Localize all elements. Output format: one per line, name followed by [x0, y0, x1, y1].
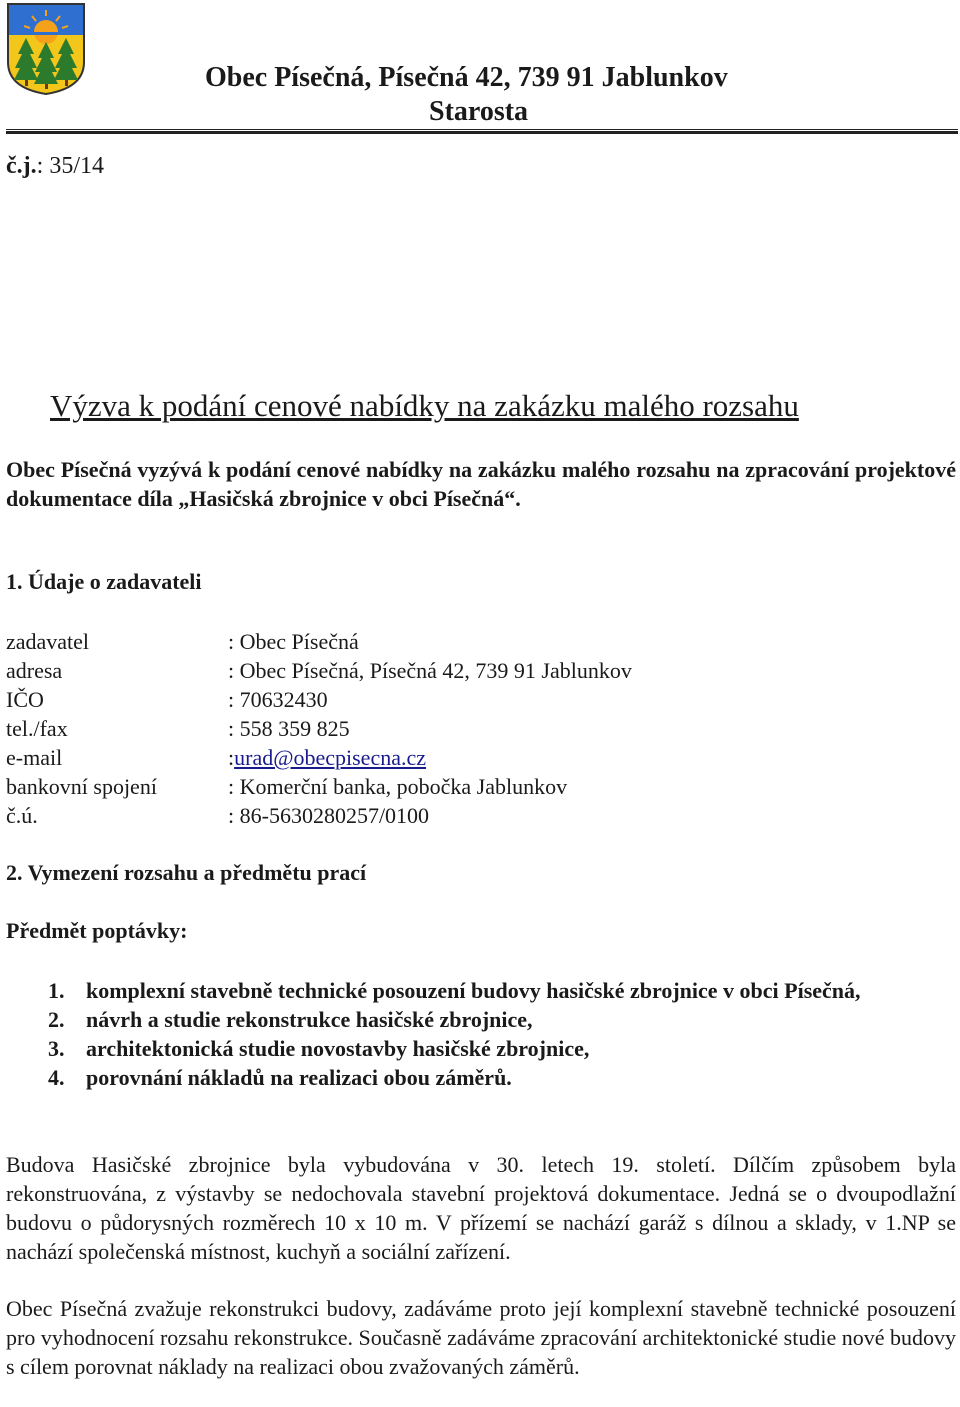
- detail-row: [6, 772, 632, 801]
- header-rule-thin: [6, 129, 958, 130]
- email-link[interactable]: urad@obecpisecna.cz: [234, 745, 427, 770]
- intro-paragraph: [6, 455, 956, 513]
- list-item-text: návrh a studie rekonstrukce hasičské zbrojnice,: [86, 1007, 533, 1032]
- list-item-number: 3.: [48, 1036, 65, 1061]
- document-title: Výzva k podání cenové nabídky na zakázku malého rozsahu: [50, 388, 799, 423]
- list-item: [48, 1005, 956, 1034]
- detail-value: : Obec Písečná: [228, 629, 359, 654]
- detail-key: e-mail: [6, 745, 63, 770]
- reconstruction-intent-paragraph: Obec Písečná zvažuje rekonstrukci budovy, zadáváme proto její komplexní stavebně technické posouzení pro vyhodnocení rozsahu rekonstrukce. Současně zadáváme zpracování architektonické studie nové budovy s cílem porovnat náklady na realizaci obou zvažovaných záměrů.: [6, 1296, 956, 1379]
- list-item-number: 4.: [48, 1065, 65, 1090]
- detail-prefix: :: [228, 745, 235, 770]
- building-description-paragraph: Budova Hasičské zbrojnice byla vybudována v 30. letech 19. století. Dílčím způsobem byla rekonstruována, z výstavby se nedochovala stavební projektová dokumentace. Jedná se o dvoupodlažní budovu o půdorysných rozměrech 10 x 10 m. V přízemí se nachází garáž s dílnou a sklady, v 1.NP se nachází společenská místnost, kuchyň a sociální zařízení.: [6, 1152, 956, 1264]
- municipal-coat-of-arms: [6, 2, 86, 96]
- detail-row: [6, 801, 632, 830]
- detail-value: : Obec Písečná, Písečná 42, 739 91 Jablunkov: [228, 658, 632, 683]
- list-item: [48, 1034, 956, 1063]
- reference-label: č.j.: [6, 153, 37, 179]
- detail-key: tel./fax: [6, 716, 68, 741]
- contracting-authority-details: [6, 627, 632, 830]
- list-item-text: komplexní stavebně technické posouzení budovy hasičské zbrojnice v obci Písečná,: [86, 978, 861, 1003]
- scope-list: [48, 976, 956, 1092]
- detail-key: adresa: [6, 658, 63, 683]
- list-item-number: 1.: [48, 978, 65, 1003]
- section1-heading: 1. Údaje o zadavateli: [6, 569, 202, 594]
- list-item: [48, 1063, 956, 1092]
- detail-row: [6, 627, 632, 656]
- detail-key: zadavatel: [6, 629, 90, 654]
- detail-value: : 558 359 825: [228, 716, 350, 741]
- list-item-text: porovnání nákladů na realizaci obou záměrů.: [86, 1065, 512, 1090]
- intro-text: Obec Písečná vyzývá k podání cenové nabídky na zakázku malého rozsahu na zpracování projektové dokumentace díla „Hasičská zbrojnice v obci Písečná“.: [6, 457, 956, 511]
- header-rule-thick: [6, 131, 958, 134]
- list-item-number: 2.: [48, 1007, 65, 1032]
- list-item: [48, 976, 956, 1005]
- list-item-text: architektonická studie novostavby hasičské zbrojnice,: [86, 1036, 590, 1061]
- detail-key: IČO: [6, 687, 44, 712]
- detail-value: : Komerční banka, pobočka Jablunkov: [228, 774, 568, 799]
- detail-value: : 86-5630280257/0100: [228, 803, 430, 828]
- reference-value: : 35/14: [36, 153, 104, 179]
- section2-heading: 2. Vymezení rozsahu a předmětu prací: [6, 860, 367, 885]
- section2-subheading: Předmět poptávky:: [6, 918, 188, 943]
- detail-row: [6, 743, 632, 772]
- header-address: Obec Písečná, Písečná 42, 739 91 Jablunkov: [205, 62, 728, 93]
- detail-row: [6, 685, 632, 714]
- header-role: Starosta: [429, 96, 529, 127]
- detail-key: č.ú.: [6, 803, 38, 828]
- detail-row: [6, 656, 632, 685]
- detail-row: [6, 714, 632, 743]
- detail-key: bankovní spojení: [6, 774, 157, 799]
- detail-value: : 70632430: [228, 687, 328, 712]
- reference-number: [6, 153, 104, 180]
